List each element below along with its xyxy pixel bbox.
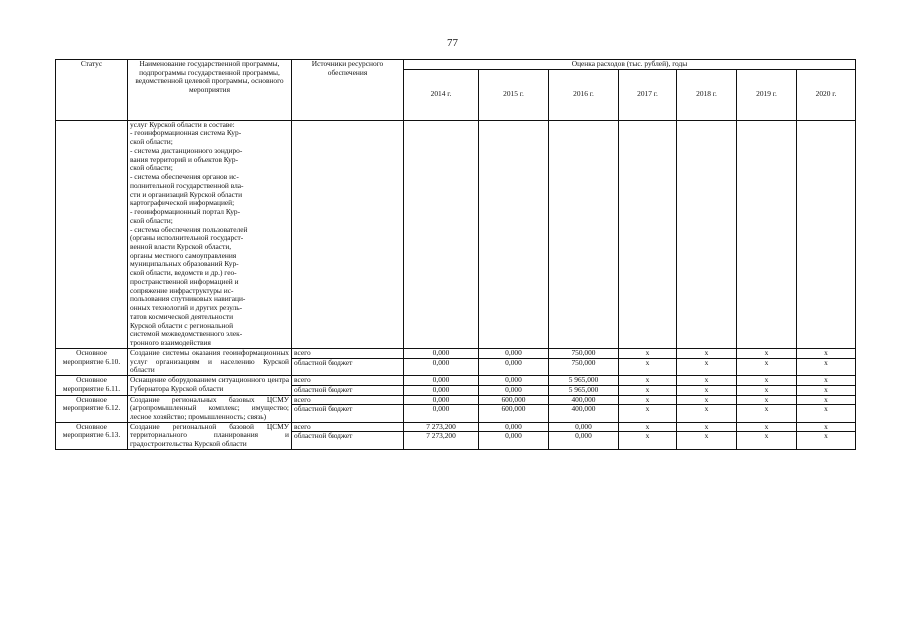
expense-value: 0,000 <box>505 431 522 441</box>
funding-source-label: всего <box>292 349 403 359</box>
description-line: органы местного самоуправления <box>130 250 237 260</box>
expense-value: х <box>619 396 676 406</box>
description-line: венной власти Курской области, <box>130 242 232 252</box>
expense-value: х <box>704 357 709 367</box>
activity-row <box>56 395 856 422</box>
header-year: 2019 г. <box>737 69 797 120</box>
empty-cell <box>404 120 479 348</box>
expense-value: х <box>764 384 769 394</box>
description-line: муниципальных образований Кур- <box>130 259 239 269</box>
expense-value: х <box>645 384 650 394</box>
expense-value: 0,000 <box>575 431 592 441</box>
funding-source-label: всего <box>292 376 403 386</box>
description-line: сопряжение инфраструктуры ис- <box>130 285 234 295</box>
description-line: - система дистанционного зондиро- <box>130 145 243 155</box>
expense-value: 0,000 <box>404 349 478 359</box>
expense-value: х <box>797 423 855 433</box>
expense-value: х <box>737 423 796 433</box>
expense-value: 600,000 <box>501 404 526 414</box>
expense-value: х <box>704 431 709 441</box>
expense-value: 0,000 <box>404 376 478 386</box>
header-year: 2018 г. <box>677 69 737 120</box>
year-value-cell <box>797 376 856 395</box>
activity-status: Основное мероприятие 6.11. <box>56 376 128 395</box>
year-value-cell <box>479 376 549 395</box>
description-line: услуг Курской области в составе: <box>130 119 235 129</box>
year-value-cell <box>404 422 479 449</box>
year-value-cell <box>797 348 856 375</box>
description-line: картографической информацией; <box>130 198 235 208</box>
expense-value: х <box>797 376 855 386</box>
expense-value: 0,000 <box>432 384 450 394</box>
activity-status: Основное мероприятие 6.13. <box>56 422 128 449</box>
description-line: пользования спутниковых навигаци- <box>130 294 246 304</box>
description-line: - геоинформационная система Кур- <box>130 128 242 138</box>
year-value-cell <box>619 376 677 395</box>
year-value-cell <box>677 376 737 395</box>
expense-value: 0,000 <box>432 357 450 367</box>
page-number: 77 <box>447 37 458 49</box>
funding-sources <box>292 348 404 375</box>
year-value-cell <box>677 422 737 449</box>
header-year: 2015 г. <box>479 69 549 120</box>
header-year: 2020 г. <box>797 69 856 120</box>
expense-value: х <box>704 404 709 414</box>
year-value-cell <box>737 376 797 395</box>
description-line: Курской области с региональной <box>130 320 234 330</box>
year-value-cell <box>479 348 549 375</box>
expense-value: х <box>764 404 769 414</box>
header-year: 2017 г. <box>619 69 677 120</box>
funding-sources <box>292 422 404 449</box>
expense-value: х <box>619 423 676 433</box>
description-line: тронного взаимодействия <box>130 338 211 348</box>
expense-value: 400,000 <box>571 404 596 414</box>
year-value-cell <box>479 395 549 422</box>
expense-value: х <box>797 396 855 406</box>
expense-value: 400,000 <box>549 396 618 406</box>
continuation-status <box>56 120 128 348</box>
activity-name: Оснащение оборудованием ситуационного центра Губернатора Курской области <box>128 376 292 395</box>
funding-source-label: всего <box>292 423 403 433</box>
year-value-cell <box>404 376 479 395</box>
expense-value: 0,000 <box>505 357 522 367</box>
funding-source-label: областной бюджет <box>294 357 353 367</box>
expense-value: х <box>824 384 828 394</box>
description-line: - система обеспечения органов ис- <box>130 172 239 182</box>
expense-value: 5 965,000 <box>568 384 599 394</box>
budget-table <box>55 59 856 450</box>
year-value-cell <box>549 422 619 449</box>
funding-source-label: областной бюджет <box>294 431 353 441</box>
continuation-description <box>128 120 292 348</box>
description-line: ской области; <box>130 215 173 225</box>
description-line: системой межведомственного элек- <box>130 329 243 339</box>
expense-value: 7 273,200 <box>426 431 456 441</box>
year-value-cell <box>404 395 479 422</box>
description-line: татов космической деятельности <box>130 311 234 321</box>
year-value-cell <box>404 348 479 375</box>
description-line: ской области; <box>130 137 173 147</box>
empty-cell <box>737 120 797 348</box>
expense-value: х <box>677 376 736 386</box>
activity-row <box>56 376 856 395</box>
year-value-cell <box>737 348 797 375</box>
expense-value: х <box>764 357 769 367</box>
description-line: - система обеспечения пользователей <box>130 224 248 234</box>
empty-cell <box>549 120 619 348</box>
empty-cell <box>677 120 737 348</box>
year-value-cell <box>549 376 619 395</box>
expense-value: х <box>645 404 650 414</box>
year-value-cell <box>797 395 856 422</box>
header-status: Статус <box>56 60 128 121</box>
header-year: 2014 г. <box>404 69 479 120</box>
expense-value: х <box>737 376 796 386</box>
year-value-cell <box>619 348 677 375</box>
funding-sources <box>292 395 404 422</box>
expense-value: х <box>797 349 855 359</box>
year-value-cell <box>677 348 737 375</box>
expense-value: х <box>645 431 650 441</box>
description-line: вания территорий и объектов Кур- <box>130 154 239 164</box>
description-line: ской области; <box>130 163 173 173</box>
activity-row <box>56 422 856 449</box>
year-value-cell <box>549 395 619 422</box>
description-line: - геоинформационный портал Кур- <box>130 207 241 217</box>
expense-value: х <box>619 376 676 386</box>
expense-value: 0,000 <box>432 404 450 414</box>
year-value-cell <box>549 348 619 375</box>
expense-value: х <box>764 431 769 441</box>
expense-value: 5 965,000 <box>549 376 618 386</box>
description-line: сти и организаций Курской области <box>130 189 243 199</box>
header-year: 2016 г. <box>549 69 619 120</box>
expense-value: 0,000 <box>549 423 618 433</box>
header-estimate: Оценка расходов (тыс. рублей), годы <box>404 60 856 70</box>
expense-value: х <box>737 349 796 359</box>
header-name: Наименование государственной программы, подпрограммы государственной программы, ведомственной целевой программы, основного мероприятия <box>128 60 292 121</box>
activity-name: Создание региональных базовых ЦСМУ (агропромышленный комплекс; имущество; лесное хозяйство; промышленность; связь) <box>128 395 292 422</box>
year-value-cell <box>737 395 797 422</box>
description-line: онных технологий и других резуль- <box>130 303 243 313</box>
year-value-cell <box>479 422 549 449</box>
expense-value: х <box>824 357 828 367</box>
expense-value: х <box>737 396 796 406</box>
expense-value: х <box>677 396 736 406</box>
expense-value: 0,000 <box>479 376 548 386</box>
expense-value: х <box>824 404 828 414</box>
empty-cell <box>292 120 404 348</box>
year-value-cell <box>737 422 797 449</box>
funding-sources <box>292 376 404 395</box>
activity-status: Основное мероприятие 6.10. <box>56 348 128 375</box>
expense-value: 7 273,200 <box>404 423 478 433</box>
expense-value: х <box>645 357 650 367</box>
expense-value: х <box>677 349 736 359</box>
year-value-cell <box>677 395 737 422</box>
activity-row <box>56 348 856 375</box>
empty-cell <box>479 120 549 348</box>
expense-value: 0,000 <box>479 423 548 433</box>
expense-value: х <box>677 423 736 433</box>
activity-status: Основное мероприятие 6.12. <box>56 395 128 422</box>
expense-value: 0,000 <box>505 384 522 394</box>
expense-value: 0,000 <box>479 349 548 359</box>
empty-cell <box>797 120 856 348</box>
activity-name: Создание системы оказания геоинформационных услуг организациям и населению Курской области <box>128 348 292 375</box>
continuation-row <box>56 120 856 348</box>
expense-value: х <box>619 349 676 359</box>
activity-name: Создание региональной базовой ЦСМУ территориального планирования и градостроительства Курской области <box>128 422 292 449</box>
expense-value: 750,000 <box>571 357 596 367</box>
expense-value: 750,000 <box>549 349 618 359</box>
funding-source-label: областной бюджет <box>294 384 353 394</box>
description-line: ской области, ведомств и др.) гео- <box>130 268 237 278</box>
header-sources: Источники ресурсного обеспечения <box>292 60 404 121</box>
expense-value: х <box>824 431 828 441</box>
description-line: полнительной государственной вла- <box>130 180 244 190</box>
year-value-cell <box>619 422 677 449</box>
expense-value: 600,000 <box>479 396 548 406</box>
description-line: пространственной информацией и <box>130 276 239 286</box>
expense-value: х <box>704 384 709 394</box>
empty-cell <box>619 120 677 348</box>
funding-source-label: всего <box>292 396 403 406</box>
description-line: (органы исполнительной государст- <box>130 233 244 243</box>
year-value-cell <box>797 422 856 449</box>
funding-source-label: областной бюджет <box>294 404 353 414</box>
year-value-cell <box>619 395 677 422</box>
expense-value: 0,000 <box>404 396 478 406</box>
